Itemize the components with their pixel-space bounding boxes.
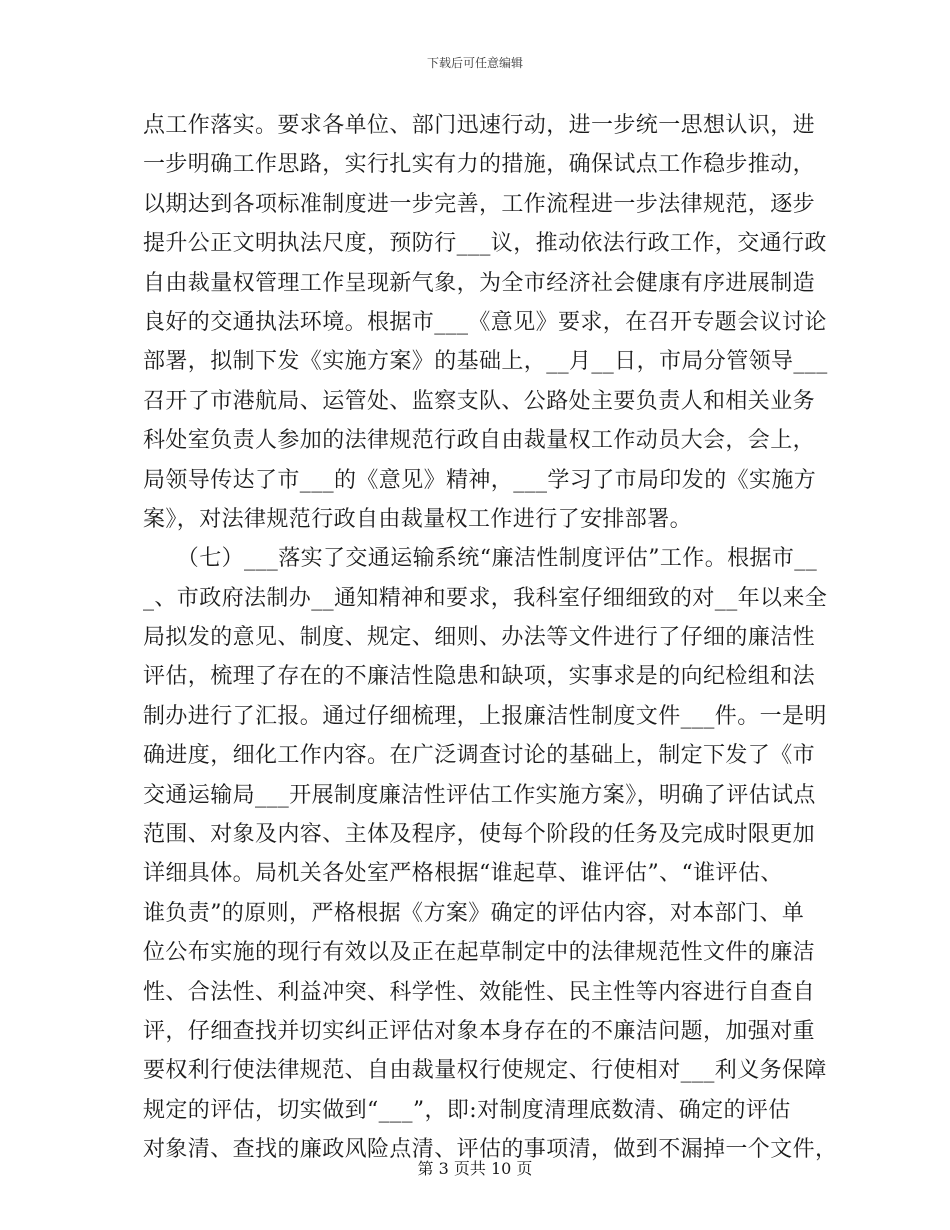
text-line: 提升公正文明执法尺度，预防行___议，推动依法行政工作，交通行政 (143, 231, 827, 257)
text-line: 要权利行使法律规范、自由裁量权行使规定、行使相对___利义务保障 (143, 1058, 827, 1084)
text-line: 对象清、查找的廉政风险点清、评估的事项清，做到不漏掉一个文件， (143, 1137, 838, 1163)
text-line: 评估，梳理了存在的不廉洁性隐患和缺项，实事求是的向纪检组和法 (143, 664, 816, 690)
text-line: 确进度，细化工作内容。在广泛调查讨论的基础上，制定下发了《市 (143, 743, 816, 769)
text-line: 点工作落实。要求各单位、部门迅速行动，进一步统一思想认识，进 (143, 113, 816, 138)
text-line: 案》，对法律规范行政自由裁量权工作进行了安排部署。 (143, 506, 693, 532)
text-line: 召开了市港航局、运管处、监察支队、公路处主要负责人和相关业务 (143, 388, 816, 414)
text-line: 局拟发的意见、制度、规定、细则、办法等文件进行了仔细的廉洁性 (143, 625, 816, 651)
text-line: 部署，拟制下发《实施方案》的基础上，__月__日，市局分管领导___ (143, 349, 828, 375)
text-line: 以期达到各项标准制度进一步完善，工作流程进一步法律规范，逐步 (143, 191, 816, 217)
text-line: （七）___落实了交通运输系统“廉洁性制度评估”工作。根据市__ (143, 546, 818, 572)
text-line: 交通运输局___开展制度廉洁性评估工作实施方案》，明确了评估试点 (143, 782, 816, 808)
text-line: _、市政府法制办__通知精神和要求，我科室仔细细致的对__年以来全 (143, 585, 828, 611)
page-number: 第 3 页共 10 页 (417, 1159, 533, 1178)
text-line: 范围、对象及内容、主体及程序，使每个阶段的任务及完成时限更加 (143, 822, 816, 848)
text-line: 详细具体。局机关各处室严格根据“谁起草、谁评估”、“谁评估、 (143, 861, 783, 887)
text-line: 规定的评估，切实做到“___”，即:对制度清理底数清、确定的评估 (143, 1097, 791, 1123)
text-line: 自由裁量权管理工作呈现新气象，为全市经济社会健康有序进展制造 (143, 270, 816, 296)
text-line: 评，仔细查找并切实纠正评估对象本身存在的不廉洁问题，加强对重 (143, 1018, 816, 1044)
text-line: 制办进行了汇报。通过仔细梳理，上报廉洁性制度文件___件。一是明 (143, 703, 827, 729)
text-line: 良好的交通执法环境。根据市___《意见》要求，在召开专题会议讨论 (143, 309, 827, 335)
text-line: 科处室负责人参加的法律规范行政自由裁量权工作动员大会，会上， (143, 428, 816, 454)
text-line: 位公布实施的现行有效以及正在起草制定中的法律规范性文件的廉洁 (143, 940, 816, 966)
document-body (143, 106, 838, 1170)
text-line: 谁负责”的原则，严格根据《方案》确定的评估内容，对本部门、单 (143, 900, 805, 926)
text-line: 性、合法性、利益冲突、科学性、效能性、民主性等内容进行自查自 (143, 979, 816, 1005)
text-line: 局领导传达了市___的《意见》精神，___学习了市局印发的《实施方 (143, 467, 817, 493)
text-line: 一步明确工作思路，实行扎实有力的措施，确保试点工作稳步推动， (143, 152, 816, 178)
page-header: 下载后可任意编辑 (426, 56, 523, 70)
